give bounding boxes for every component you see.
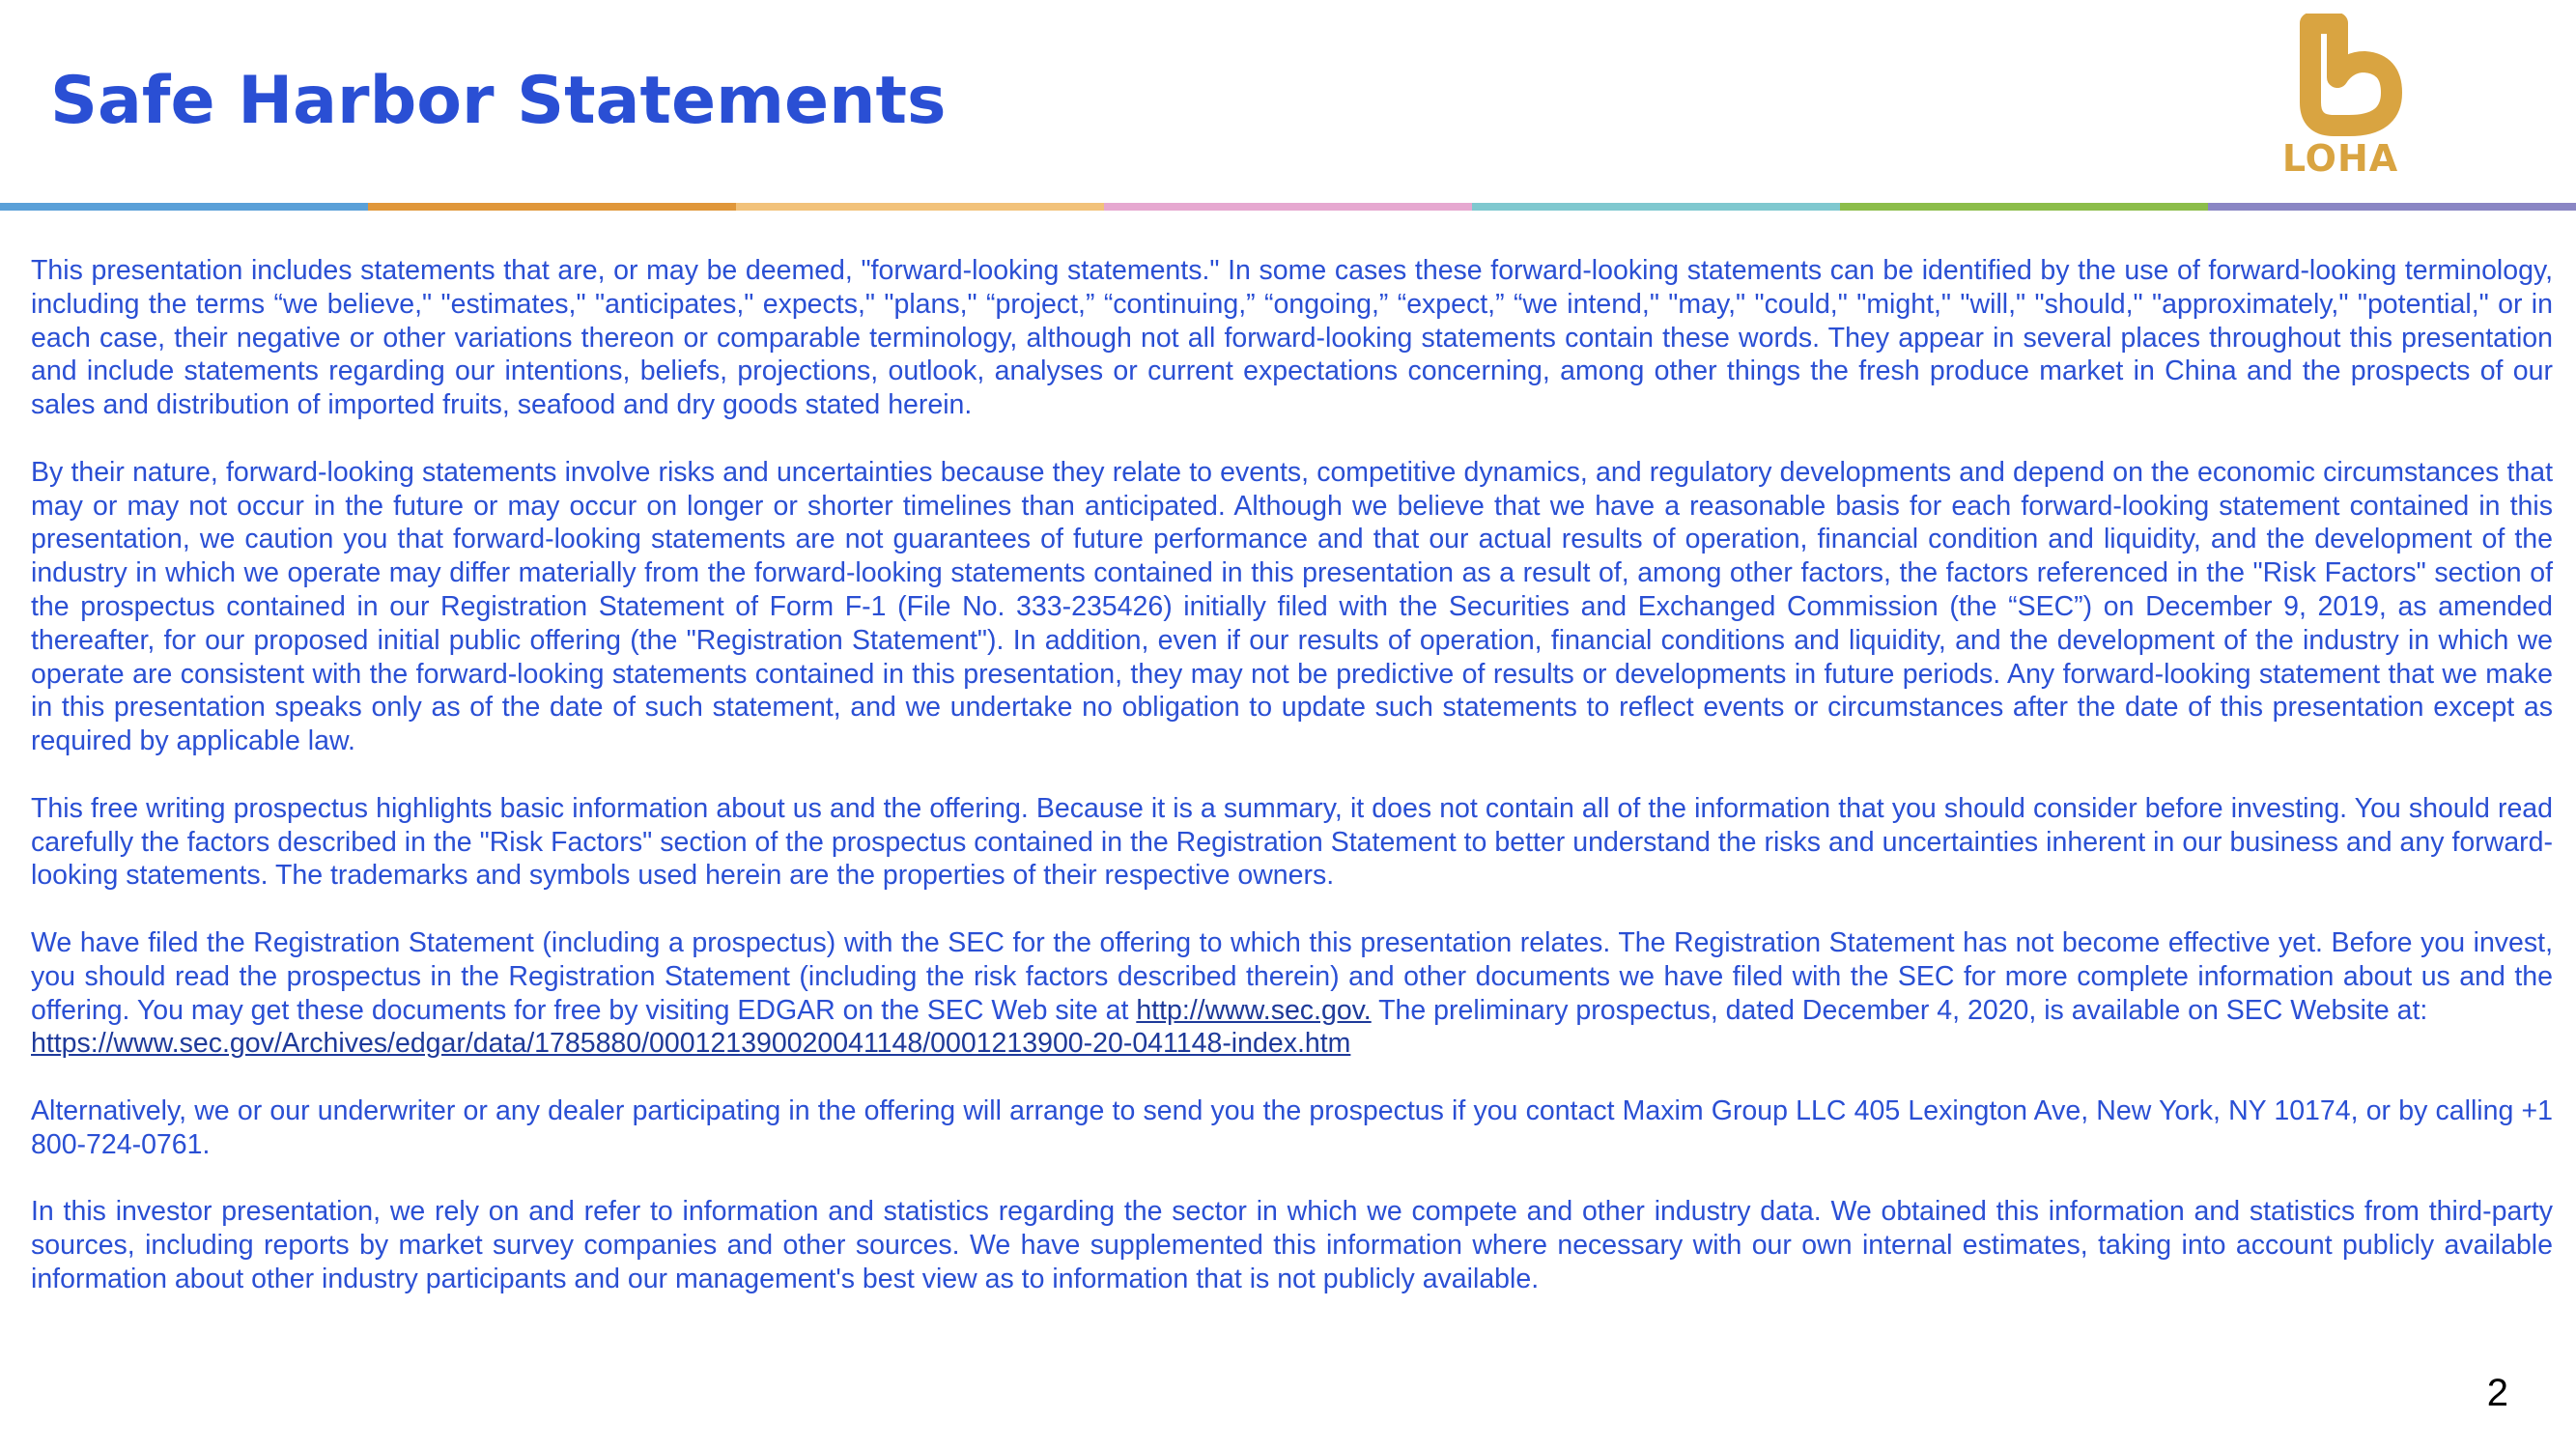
- company-logo: [2268, 14, 2413, 184]
- paragraph-registration-statement: [31, 926, 2553, 1061]
- registration-text-part2: The preliminary prospectus, dated December 4, 2020, is available on SEC Website at:: [1371, 994, 2428, 1026]
- page-title: Safe Harbor Statements: [50, 63, 947, 139]
- disclaimer-body: [31, 254, 2553, 1330]
- sec-website-link[interactable]: http://www.sec.gov.: [1136, 994, 1372, 1026]
- header-color-stripe: [0, 203, 2576, 211]
- sec-edgar-filing-link[interactable]: https://www.sec.gov/Archives/edgar/data/1785880/000121390020041148/0001213900-20-041148-index.htm: [31, 1028, 1351, 1060]
- stripe-segment-3: [736, 203, 1104, 211]
- paragraph-industry-data: In this investor presentation, we rely on and refer to information and statistics regarding the sector in which we compete and other industry data. We obtained this information and statistics from third-party sources, including reports by market survey companies and other sources. We have supplemented this information where necessary with our own internal estimates, taking into account publicly available information about other industry participants and our management's best view as to information that is not publicly available.: [31, 1196, 2553, 1294]
- logo-text: LOHA: [2281, 137, 2399, 180]
- stripe-segment-6: [1840, 203, 2208, 211]
- paragraph-forward-looking: This presentation includes statements that are, or may be deemed, "forward-looking statements." In some cases these forward-looking statements can be identified by the use of forward-looking terminology, including the terms “we believe," "estimates," "anticipates," expects," "plans," “project,” “continuing,” “ongoing,” “expect,” “we intend," "may," "could," "might," "will," "should," "approximately," "potential," or in each case, their negative or other variations thereon or comparable terminology, although not all forward-looking statements contain these words. They appear in several places throughout this presentation and include statements regarding our intentions, beliefs, projections, outlook, analyses or current expectations concerning, among other things the fresh produce market in China and the prospects of our sales and distribution of imported fruits, seafood and dry goods stated herein.: [31, 255, 2553, 421]
- stripe-segment-7: [2208, 203, 2576, 211]
- paragraph-risks: By their nature, forward-looking statements involve risks and uncertainties because they relate to events, competitive dynamics, and regulatory developments and depend on the economic circumstances that may or may not occur in the future or may occur on longer or shorter timelines than anticipated. Although we believe that we have a reasonable basis for each forward-looking statement contained in this presentation, we caution you that forward-looking statements are not guarantees of future performance and that our actual results of operation, financial condition and liquidity, and the development of the industry in which we operate may differ materially from the forward-looking statements contained in this presentation as a result of, among other factors, the factors referenced in the "Risk Factors" section of the prospectus contained in our Registration Statement of Form F-1 (File No. 333-235426) initially filed with the Securities and Exchanged Commission (the “SEC”) on December 9, 2019, as amended thereafter, for our proposed initial public offering (the "Registration Statement"). In addition, even if our results of operation, financial conditions and liquidity, and the development of the industry in which we operate are consistent with the forward-looking statements contained in this presentation, they may not be predictive of results or developments in future periods. Any forward-looking statement that we make in this presentation speaks only as of the date of such statement, and we undertake no obligation to update such statements to reflect events or circumstances after the date of this presentation except as required by applicable law.: [31, 456, 2553, 757]
- stripe-segment-1: [0, 203, 368, 211]
- stripe-segment-4: [1104, 203, 1472, 211]
- stripe-segment-5: [1472, 203, 1840, 211]
- paragraph-free-writing-prospectus: This free writing prospectus highlights basic information about us and the offering. Because it is a summary, it does not contain all of the information that you should consider before investing. You should read carefully the factors described in the "Risk Factors" section of the prospectus contained in the Registration Statement to better understand the risks and uncertainties inherent in our business and any forward-looking statements. The trademarks and symbols used herein are the properties of their respective owners.: [31, 792, 2553, 892]
- paragraph-underwriter-contact: Alternatively, we or our underwriter or any dealer participating in the offering will arrange to send you the prospectus if you contact Maxim Group LLC 405 Lexington Ave, New York, NY 10174, or by calling +1 800-724-0761.: [31, 1094, 2553, 1160]
- logo-mark-icon: [2268, 14, 2413, 139]
- stripe-segment-2: [368, 203, 736, 211]
- registration-text-part1: We have filed the Registration Statement (including a prospectus) with the SEC for the offering to which this presentation relates. The Registration Statement has not become effective yet. Before you invest, you should read the prospectus in the Registration Statement (including the risk factors described therein) and other documents we have filed with the SEC for more complete information about us and the offering. You may get these documents for free by visiting EDGAR on the SEC Web site at: [31, 926, 2553, 1026]
- page-number: 2: [2486, 1372, 2508, 1414]
